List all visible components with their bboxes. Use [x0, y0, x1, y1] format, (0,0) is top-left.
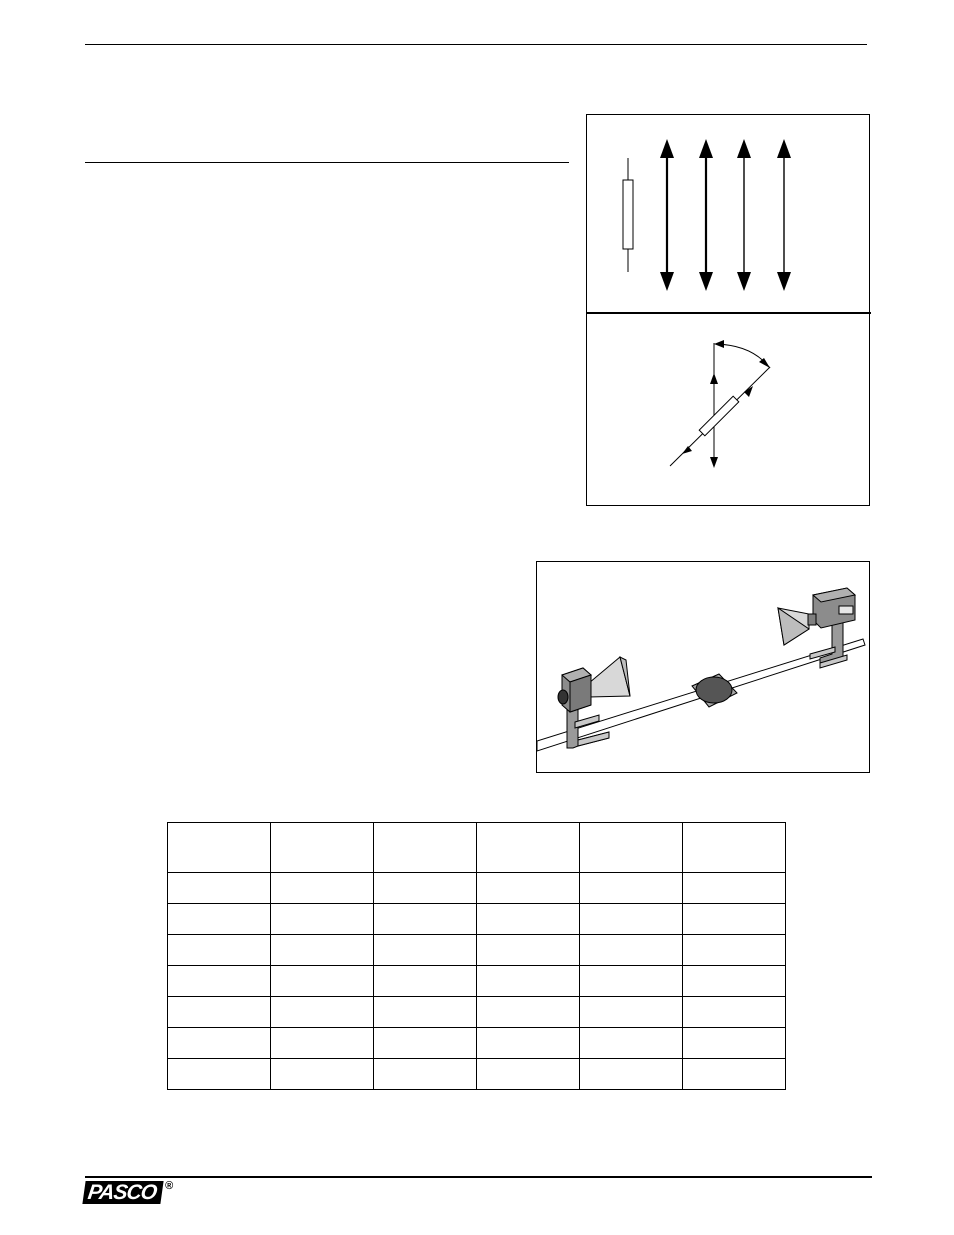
table-cell — [374, 873, 477, 904]
table-cell — [374, 935, 477, 966]
polarization-diagram — [587, 115, 871, 507]
polarization-figure — [586, 114, 870, 506]
table-cell — [271, 966, 374, 997]
table-cell — [271, 935, 374, 966]
table-cell — [580, 1028, 683, 1059]
table-cell — [168, 935, 271, 966]
receiver-unit — [778, 588, 855, 668]
polarization-arrow-1 — [660, 139, 674, 291]
registered-mark: ® — [165, 1180, 174, 1192]
table-header-cell — [683, 823, 786, 873]
table-cell — [271, 904, 374, 935]
pasco-logo — [84, 1181, 173, 1204]
table-cell — [168, 1059, 271, 1090]
table-cell — [477, 904, 580, 935]
polarization-arrow-4 — [777, 139, 791, 291]
table-cell — [580, 997, 683, 1028]
top-header-rule — [85, 44, 867, 45]
table-cell — [580, 966, 683, 997]
table-cell — [477, 1028, 580, 1059]
table-cell — [477, 873, 580, 904]
table-cell — [477, 935, 580, 966]
apparatus-figure — [536, 561, 870, 773]
apparatus-diagram — [537, 562, 871, 774]
table-cell — [271, 997, 374, 1028]
table-cell — [374, 966, 477, 997]
table-cell — [683, 904, 786, 935]
table-cell — [271, 873, 374, 904]
table-cell — [168, 966, 271, 997]
table-header-cell — [168, 823, 271, 873]
table-row — [168, 904, 786, 935]
table-row — [168, 1059, 786, 1090]
table-cell — [683, 873, 786, 904]
table-cell — [683, 966, 786, 997]
table-header-cell — [271, 823, 374, 873]
polarizer-on-rail — [692, 674, 737, 707]
table-cell — [683, 1059, 786, 1090]
table-header-cell — [477, 823, 580, 873]
table-cell — [374, 997, 477, 1028]
footer-rule — [85, 1176, 872, 1178]
table-cell — [271, 1028, 374, 1059]
table-cell — [168, 1028, 271, 1059]
table-cell — [374, 1059, 477, 1090]
table-header-cell — [580, 823, 683, 873]
table-cell — [683, 1028, 786, 1059]
table-row — [168, 966, 786, 997]
table-header-row — [168, 823, 786, 873]
table-row — [168, 873, 786, 904]
table-cell — [580, 935, 683, 966]
table-cell — [168, 997, 271, 1028]
table-cell — [477, 966, 580, 997]
section-heading-rule — [85, 162, 569, 163]
table-row — [168, 935, 786, 966]
table-cell — [477, 997, 580, 1028]
table-cell — [683, 997, 786, 1028]
angle-diagram — [670, 340, 770, 468]
table-cell — [683, 935, 786, 966]
table-header-cell — [374, 823, 477, 873]
table-row — [168, 1028, 786, 1059]
polarization-arrow-3 — [737, 139, 751, 291]
table-cell — [374, 904, 477, 935]
transmitter-unit — [558, 657, 630, 748]
table-cell — [580, 1059, 683, 1090]
table-cell — [580, 873, 683, 904]
table-cell — [374, 1028, 477, 1059]
polarization-arrow-2 — [699, 139, 713, 291]
table-cell — [168, 873, 271, 904]
table-cell — [477, 1059, 580, 1090]
table-cell — [168, 904, 271, 935]
table-cell — [271, 1059, 374, 1090]
table-row — [168, 997, 786, 1028]
dipole-element — [623, 180, 633, 249]
table-cell — [580, 904, 683, 935]
logo-wordmark: PASCO — [82, 1181, 163, 1204]
data-table — [167, 822, 786, 1090]
